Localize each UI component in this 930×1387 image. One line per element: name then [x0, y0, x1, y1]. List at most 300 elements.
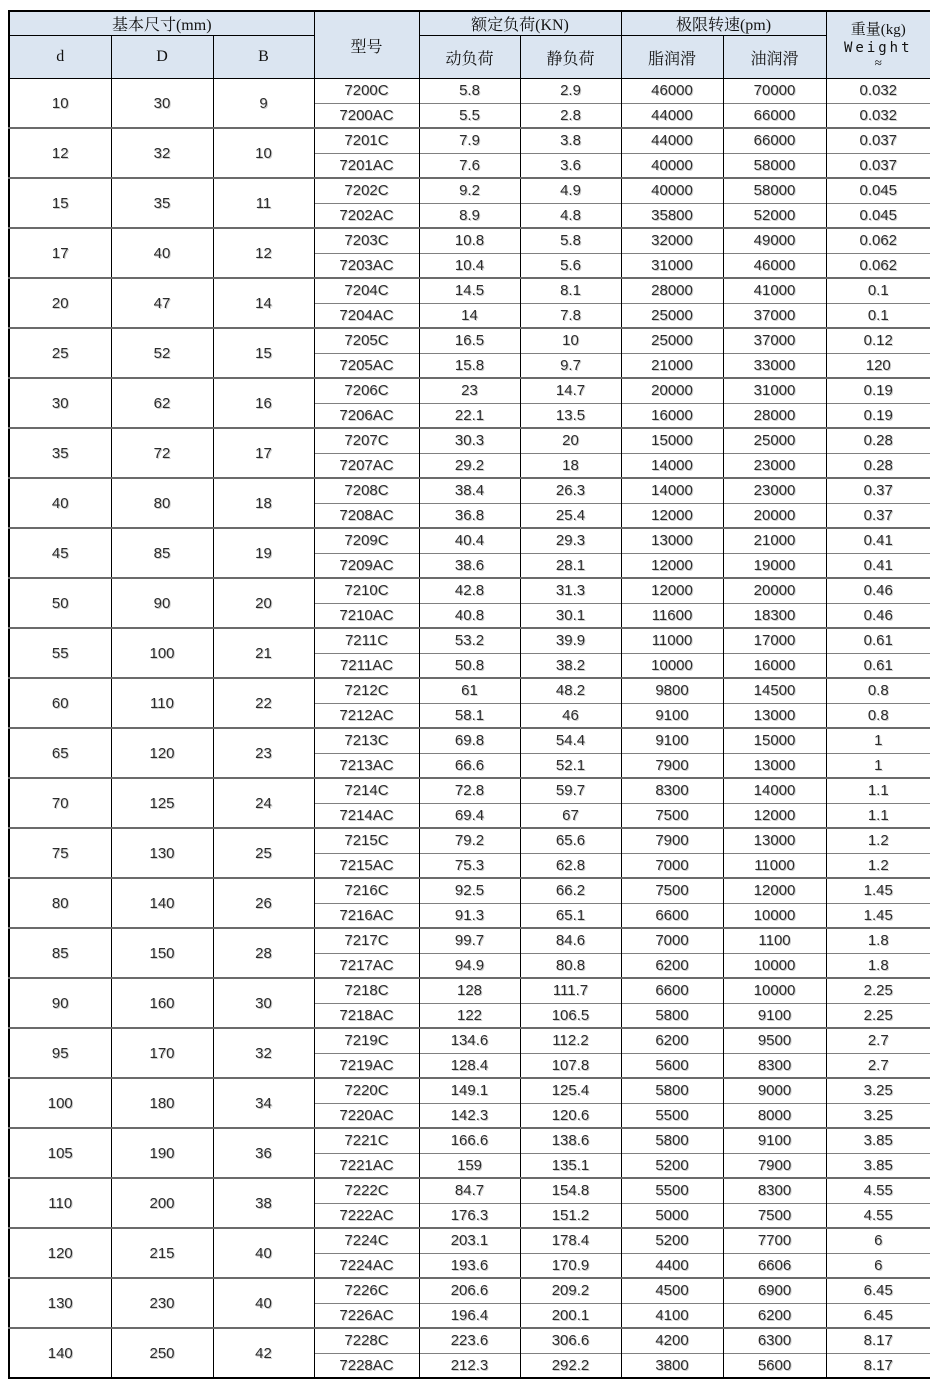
cell-dynamic-load: 16.5: [419, 328, 520, 353]
cell-d: 40: [9, 478, 111, 528]
cell-model: 7209C: [314, 528, 419, 553]
cell-B: 20: [213, 578, 314, 628]
cell-weight: 1.8: [826, 953, 930, 978]
cell-model: 7220C: [314, 1078, 419, 1103]
cell-grease-speed: 5200: [621, 1228, 723, 1253]
cell-static-load: 65.6: [520, 828, 621, 853]
cell-grease-speed: 6600: [621, 978, 723, 1003]
cell-dynamic-load: 196.4: [419, 1303, 520, 1328]
cell-oil-speed: 7900: [723, 1153, 826, 1178]
cell-model: 7224C: [314, 1228, 419, 1253]
cell-grease-speed: 9800: [621, 678, 723, 703]
cell-grease-speed: 11000: [621, 628, 723, 653]
cell-model: 7200AC: [314, 103, 419, 128]
cell-B: 22: [213, 678, 314, 728]
cell-B: 21: [213, 628, 314, 678]
cell-dynamic-load: 38.6: [419, 553, 520, 578]
cell-oil-speed: 25000: [723, 428, 826, 453]
cell-static-load: 2.8: [520, 103, 621, 128]
cell-static-load: 200.1: [520, 1303, 621, 1328]
cell-model: 7210C: [314, 578, 419, 603]
cell-static-load: 30.1: [520, 603, 621, 628]
cell-dynamic-load: 223.6: [419, 1328, 520, 1353]
cell-D: 85: [111, 528, 213, 578]
cell-model: 7214AC: [314, 803, 419, 828]
cell-model: 7224AC: [314, 1253, 419, 1278]
header-dynamic-load: 动负荷: [419, 36, 520, 79]
cell-D: 170: [111, 1028, 213, 1078]
cell-B: 23: [213, 728, 314, 778]
cell-dynamic-load: 38.4: [419, 478, 520, 503]
cell-model: 7205AC: [314, 353, 419, 378]
cell-dynamic-load: 94.9: [419, 953, 520, 978]
cell-dynamic-load: 42.8: [419, 578, 520, 603]
cell-oil-speed: 37000: [723, 303, 826, 328]
table-row: [9, 128, 930, 153]
cell-D: 190: [111, 1128, 213, 1178]
cell-oil-speed: 21000: [723, 528, 826, 553]
cell-D: 230: [111, 1278, 213, 1328]
cell-oil-speed: 70000: [723, 79, 826, 104]
cell-D: 125: [111, 778, 213, 828]
cell-weight: 6: [826, 1228, 930, 1253]
cell-static-load: 178.4: [520, 1228, 621, 1253]
cell-weight: 2.25: [826, 978, 930, 1003]
cell-grease-speed: 7500: [621, 878, 723, 903]
cell-d: 105: [9, 1128, 111, 1178]
cell-model: 7202C: [314, 178, 419, 203]
cell-B: 9: [213, 79, 314, 129]
cell-grease-speed: 40000: [621, 178, 723, 203]
cell-dynamic-load: 66.6: [419, 753, 520, 778]
cell-d: 20: [9, 278, 111, 328]
cell-dynamic-load: 36.8: [419, 503, 520, 528]
cell-dynamic-load: 149.1: [419, 1078, 520, 1103]
cell-model: 7211C: [314, 628, 419, 653]
cell-grease-speed: 20000: [621, 378, 723, 403]
cell-weight: 0.8: [826, 678, 930, 703]
cell-B: 17: [213, 428, 314, 478]
cell-model: 7210AC: [314, 603, 419, 628]
cell-weight: 1.1: [826, 778, 930, 803]
table-header: [9, 11, 930, 79]
cell-weight: 8.17: [826, 1353, 930, 1378]
cell-model: 7200C: [314, 79, 419, 104]
cell-grease-speed: 6600: [621, 903, 723, 928]
table-row: [9, 928, 930, 953]
cell-oil-speed: 12000: [723, 878, 826, 903]
cell-static-load: 292.2: [520, 1353, 621, 1378]
table-row: [9, 428, 930, 453]
cell-static-load: 39.9: [520, 628, 621, 653]
cell-static-load: 5.6: [520, 253, 621, 278]
cell-dynamic-load: 84.7: [419, 1178, 520, 1203]
cell-weight: 0.032: [826, 103, 930, 128]
cell-grease-speed: 25000: [621, 303, 723, 328]
cell-model: 7201AC: [314, 153, 419, 178]
cell-dynamic-load: 203.1: [419, 1228, 520, 1253]
cell-dynamic-load: 122: [419, 1003, 520, 1028]
cell-dynamic-load: 29.2: [419, 453, 520, 478]
header-limit-speed: 极限转速(pm): [621, 11, 826, 36]
cell-dynamic-load: 79.2: [419, 828, 520, 853]
cell-weight: 0.12: [826, 328, 930, 353]
cell-d: 35: [9, 428, 111, 478]
cell-static-load: 3.6: [520, 153, 621, 178]
cell-dynamic-load: 92.5: [419, 878, 520, 903]
cell-d: 12: [9, 128, 111, 178]
header-weight: [826, 11, 930, 79]
cell-grease-speed: 9100: [621, 728, 723, 753]
cell-weight: 0.46: [826, 578, 930, 603]
cell-oil-speed: 31000: [723, 378, 826, 403]
cell-model: 7207C: [314, 428, 419, 453]
cell-D: 160: [111, 978, 213, 1028]
cell-model: 7215AC: [314, 853, 419, 878]
cell-oil-speed: 8000: [723, 1103, 826, 1128]
cell-B: 38: [213, 1178, 314, 1228]
cell-oil-speed: 12000: [723, 803, 826, 828]
cell-weight: 0.062: [826, 253, 930, 278]
cell-oil-speed: 10000: [723, 953, 826, 978]
cell-dynamic-load: 134.6: [419, 1028, 520, 1053]
cell-model: 7219C: [314, 1028, 419, 1053]
table-row: [9, 1078, 930, 1103]
table-row: [9, 1178, 930, 1203]
cell-grease-speed: 25000: [621, 328, 723, 353]
cell-weight: 0.037: [826, 153, 930, 178]
cell-static-load: 20: [520, 428, 621, 453]
cell-d: 55: [9, 628, 111, 678]
cell-grease-speed: 7000: [621, 928, 723, 953]
cell-weight: 8.17: [826, 1328, 930, 1353]
cell-B: 18: [213, 478, 314, 528]
cell-model: 7222C: [314, 1178, 419, 1203]
cell-static-load: 26.3: [520, 478, 621, 503]
cell-grease-speed: 32000: [621, 228, 723, 253]
cell-weight: 0.61: [826, 628, 930, 653]
cell-weight: 0.41: [826, 553, 930, 578]
cell-oil-speed: 13000: [723, 753, 826, 778]
cell-oil-speed: 20000: [723, 503, 826, 528]
cell-B: 16: [213, 378, 314, 428]
cell-grease-speed: 31000: [621, 253, 723, 278]
cell-weight: 0.032: [826, 79, 930, 104]
cell-static-load: 8.1: [520, 278, 621, 303]
cell-grease-speed: 5500: [621, 1178, 723, 1203]
table-row: [9, 878, 930, 903]
cell-static-load: 2.9: [520, 79, 621, 104]
cell-static-load: 52.1: [520, 753, 621, 778]
cell-B: 25: [213, 828, 314, 878]
cell-model: 7221AC: [314, 1153, 419, 1178]
cell-B: 36: [213, 1128, 314, 1178]
cell-model: 7228C: [314, 1328, 419, 1353]
cell-D: 47: [111, 278, 213, 328]
cell-oil-speed: 9500: [723, 1028, 826, 1053]
cell-d: 130: [9, 1278, 111, 1328]
cell-model: 7218C: [314, 978, 419, 1003]
cell-static-load: 9.7: [520, 353, 621, 378]
cell-dynamic-load: 58.1: [419, 703, 520, 728]
cell-weight: 0.28: [826, 428, 930, 453]
cell-static-load: 120.6: [520, 1103, 621, 1128]
cell-D: 32: [111, 128, 213, 178]
cell-static-load: 7.8: [520, 303, 621, 328]
cell-static-load: 306.6: [520, 1328, 621, 1353]
cell-static-load: 48.2: [520, 678, 621, 703]
cell-dynamic-load: 14.5: [419, 278, 520, 303]
cell-weight: 0.19: [826, 378, 930, 403]
cell-D: 100: [111, 628, 213, 678]
cell-static-load: 135.1: [520, 1153, 621, 1178]
cell-oil-speed: 8300: [723, 1053, 826, 1078]
cell-weight: 1.45: [826, 903, 930, 928]
cell-D: 35: [111, 178, 213, 228]
cell-d: 30: [9, 378, 111, 428]
cell-weight: 4.55: [826, 1178, 930, 1203]
cell-grease-speed: 4100: [621, 1303, 723, 1328]
cell-grease-speed: 5800: [621, 1003, 723, 1028]
table-row: [9, 79, 930, 104]
cell-static-load: 151.2: [520, 1203, 621, 1228]
cell-grease-speed: 14000: [621, 478, 723, 503]
cell-oil-speed: 6606: [723, 1253, 826, 1278]
cell-weight: 0.045: [826, 178, 930, 203]
cell-weight: 4.55: [826, 1203, 930, 1228]
cell-model: 7221C: [314, 1128, 419, 1153]
cell-static-load: 112.2: [520, 1028, 621, 1053]
cell-oil-speed: 6200: [723, 1303, 826, 1328]
header-basic-size: 基本尺寸(mm): [9, 11, 314, 36]
cell-weight: 3.25: [826, 1078, 930, 1103]
cell-static-load: 59.7: [520, 778, 621, 803]
cell-grease-speed: 13000: [621, 528, 723, 553]
cell-dynamic-load: 91.3: [419, 903, 520, 928]
cell-d: 140: [9, 1328, 111, 1378]
cell-B: 24: [213, 778, 314, 828]
cell-dynamic-load: 15.8: [419, 353, 520, 378]
cell-B: 30: [213, 978, 314, 1028]
cell-dynamic-load: 128: [419, 978, 520, 1003]
cell-d: 65: [9, 728, 111, 778]
cell-D: 130: [111, 828, 213, 878]
cell-dynamic-load: 128.4: [419, 1053, 520, 1078]
table-row: [9, 1278, 930, 1303]
header-static-load: 静负荷: [520, 36, 621, 79]
cell-grease-speed: 35800: [621, 203, 723, 228]
cell-oil-speed: 37000: [723, 328, 826, 353]
cell-oil-speed: 8300: [723, 1178, 826, 1203]
cell-d: 50: [9, 578, 111, 628]
cell-d: 60: [9, 678, 111, 728]
cell-d: 85: [9, 928, 111, 978]
cell-grease-speed: 14000: [621, 453, 723, 478]
cell-model: 7222AC: [314, 1203, 419, 1228]
cell-weight: 2.7: [826, 1028, 930, 1053]
cell-grease-speed: 15000: [621, 428, 723, 453]
cell-static-load: 125.4: [520, 1078, 621, 1103]
cell-weight: 6.45: [826, 1303, 930, 1328]
cell-grease-speed: 5500: [621, 1103, 723, 1128]
cell-D: 72: [111, 428, 213, 478]
cell-model: 7217C: [314, 928, 419, 953]
cell-model: 7219AC: [314, 1053, 419, 1078]
cell-model: 7206AC: [314, 403, 419, 428]
cell-weight: 6: [826, 1253, 930, 1278]
cell-oil-speed: 66000: [723, 103, 826, 128]
cell-model: 7226AC: [314, 1303, 419, 1328]
cell-oil-speed: 49000: [723, 228, 826, 253]
table-body: [9, 79, 930, 1379]
table-row: [9, 778, 930, 803]
cell-weight: 0.46: [826, 603, 930, 628]
cell-grease-speed: 12000: [621, 503, 723, 528]
cell-oil-speed: 13000: [723, 828, 826, 853]
cell-d: 17: [9, 228, 111, 278]
cell-static-load: 5.8: [520, 228, 621, 253]
cell-oil-speed: 9000: [723, 1078, 826, 1103]
cell-oil-speed: 11000: [723, 853, 826, 878]
cell-oil-speed: 7700: [723, 1228, 826, 1253]
cell-static-load: 209.2: [520, 1278, 621, 1303]
header-rated-load: 额定负荷(KN): [419, 11, 621, 36]
table-row: [9, 1028, 930, 1053]
header-B: B: [213, 36, 314, 79]
cell-weight: 0.1: [826, 278, 930, 303]
cell-D: 120: [111, 728, 213, 778]
cell-grease-speed: 9100: [621, 703, 723, 728]
cell-model: 7213C: [314, 728, 419, 753]
cell-static-load: 13.5: [520, 403, 621, 428]
cell-weight: 3.85: [826, 1153, 930, 1178]
cell-static-load: 111.7: [520, 978, 621, 1003]
cell-grease-speed: 5800: [621, 1078, 723, 1103]
cell-dynamic-load: 5.5: [419, 103, 520, 128]
cell-grease-speed: 3800: [621, 1353, 723, 1378]
cell-D: 90: [111, 578, 213, 628]
cell-weight: 0.37: [826, 503, 930, 528]
cell-grease-speed: 5000: [621, 1203, 723, 1228]
cell-static-load: 4.9: [520, 178, 621, 203]
cell-weight: 1: [826, 728, 930, 753]
table-row: [9, 178, 930, 203]
cell-static-load: 46: [520, 703, 621, 728]
cell-dynamic-load: 206.6: [419, 1278, 520, 1303]
cell-dynamic-load: 14: [419, 303, 520, 328]
cell-grease-speed: 4200: [621, 1328, 723, 1353]
cell-model: 7204C: [314, 278, 419, 303]
cell-static-load: 65.1: [520, 903, 621, 928]
cell-B: 42: [213, 1328, 314, 1378]
cell-grease-speed: 7500: [621, 803, 723, 828]
cell-D: 250: [111, 1328, 213, 1378]
cell-oil-speed: 1100: [723, 928, 826, 953]
table-row: [9, 328, 930, 353]
cell-dynamic-load: 53.2: [419, 628, 520, 653]
cell-oil-speed: 16000: [723, 653, 826, 678]
header-oil-lub: 油润滑: [723, 36, 826, 79]
cell-static-load: 28.1: [520, 553, 621, 578]
cell-oil-speed: 20000: [723, 578, 826, 603]
cell-dynamic-load: 9.2: [419, 178, 520, 203]
cell-grease-speed: 11600: [621, 603, 723, 628]
cell-dynamic-load: 69.8: [419, 728, 520, 753]
cell-dynamic-load: 7.6: [419, 153, 520, 178]
cell-oil-speed: 5600: [723, 1353, 826, 1378]
cell-grease-speed: 44000: [621, 103, 723, 128]
cell-dynamic-load: 50.8: [419, 653, 520, 678]
cell-grease-speed: 44000: [621, 128, 723, 153]
cell-dynamic-load: 23: [419, 378, 520, 403]
cell-d: 10: [9, 79, 111, 129]
cell-model: 7212AC: [314, 703, 419, 728]
cell-grease-speed: 4400: [621, 1253, 723, 1278]
cell-grease-speed: 16000: [621, 403, 723, 428]
cell-d: 90: [9, 978, 111, 1028]
cell-weight: 2.25: [826, 1003, 930, 1028]
cell-d: 45: [9, 528, 111, 578]
table-row: [9, 678, 930, 703]
header-D: D: [111, 36, 213, 79]
cell-oil-speed: 23000: [723, 453, 826, 478]
cell-dynamic-load: 7.9: [419, 128, 520, 153]
cell-d: 95: [9, 1028, 111, 1078]
cell-d: 75: [9, 828, 111, 878]
cell-model: 7220AC: [314, 1103, 419, 1128]
cell-weight: 0.062: [826, 228, 930, 253]
cell-D: 200: [111, 1178, 213, 1228]
cell-D: 180: [111, 1078, 213, 1128]
table-row: [9, 578, 930, 603]
cell-weight: 0.28: [826, 453, 930, 478]
cell-grease-speed: 5600: [621, 1053, 723, 1078]
cell-static-load: 18: [520, 453, 621, 478]
cell-static-load: 54.4: [520, 728, 621, 753]
cell-dynamic-load: 176.3: [419, 1203, 520, 1228]
cell-grease-speed: 5200: [621, 1153, 723, 1178]
cell-oil-speed: 19000: [723, 553, 826, 578]
cell-model: 7218AC: [314, 1003, 419, 1028]
cell-dynamic-load: 30.3: [419, 428, 520, 453]
cell-static-load: 84.6: [520, 928, 621, 953]
table-row: [9, 528, 930, 553]
table-row: [9, 378, 930, 403]
cell-model: 7228AC: [314, 1353, 419, 1378]
header-weight-approx: ≈: [874, 55, 882, 71]
cell-oil-speed: 23000: [723, 478, 826, 503]
cell-weight: 1.2: [826, 828, 930, 853]
cell-weight: 120: [826, 353, 930, 378]
cell-static-load: 62.8: [520, 853, 621, 878]
cell-dynamic-load: 8.9: [419, 203, 520, 228]
cell-static-load: 107.8: [520, 1053, 621, 1078]
cell-dynamic-load: 72.8: [419, 778, 520, 803]
cell-oil-speed: 41000: [723, 278, 826, 303]
cell-model: 7207AC: [314, 453, 419, 478]
cell-B: 26: [213, 878, 314, 928]
cell-model: 7211AC: [314, 653, 419, 678]
cell-grease-speed: 28000: [621, 278, 723, 303]
table-row: [9, 228, 930, 253]
cell-model: 7215C: [314, 828, 419, 853]
cell-dynamic-load: 99.7: [419, 928, 520, 953]
cell-weight: 0.037: [826, 128, 930, 153]
cell-B: 40: [213, 1278, 314, 1328]
cell-D: 215: [111, 1228, 213, 1278]
cell-oil-speed: 46000: [723, 253, 826, 278]
cell-oil-speed: 14000: [723, 778, 826, 803]
